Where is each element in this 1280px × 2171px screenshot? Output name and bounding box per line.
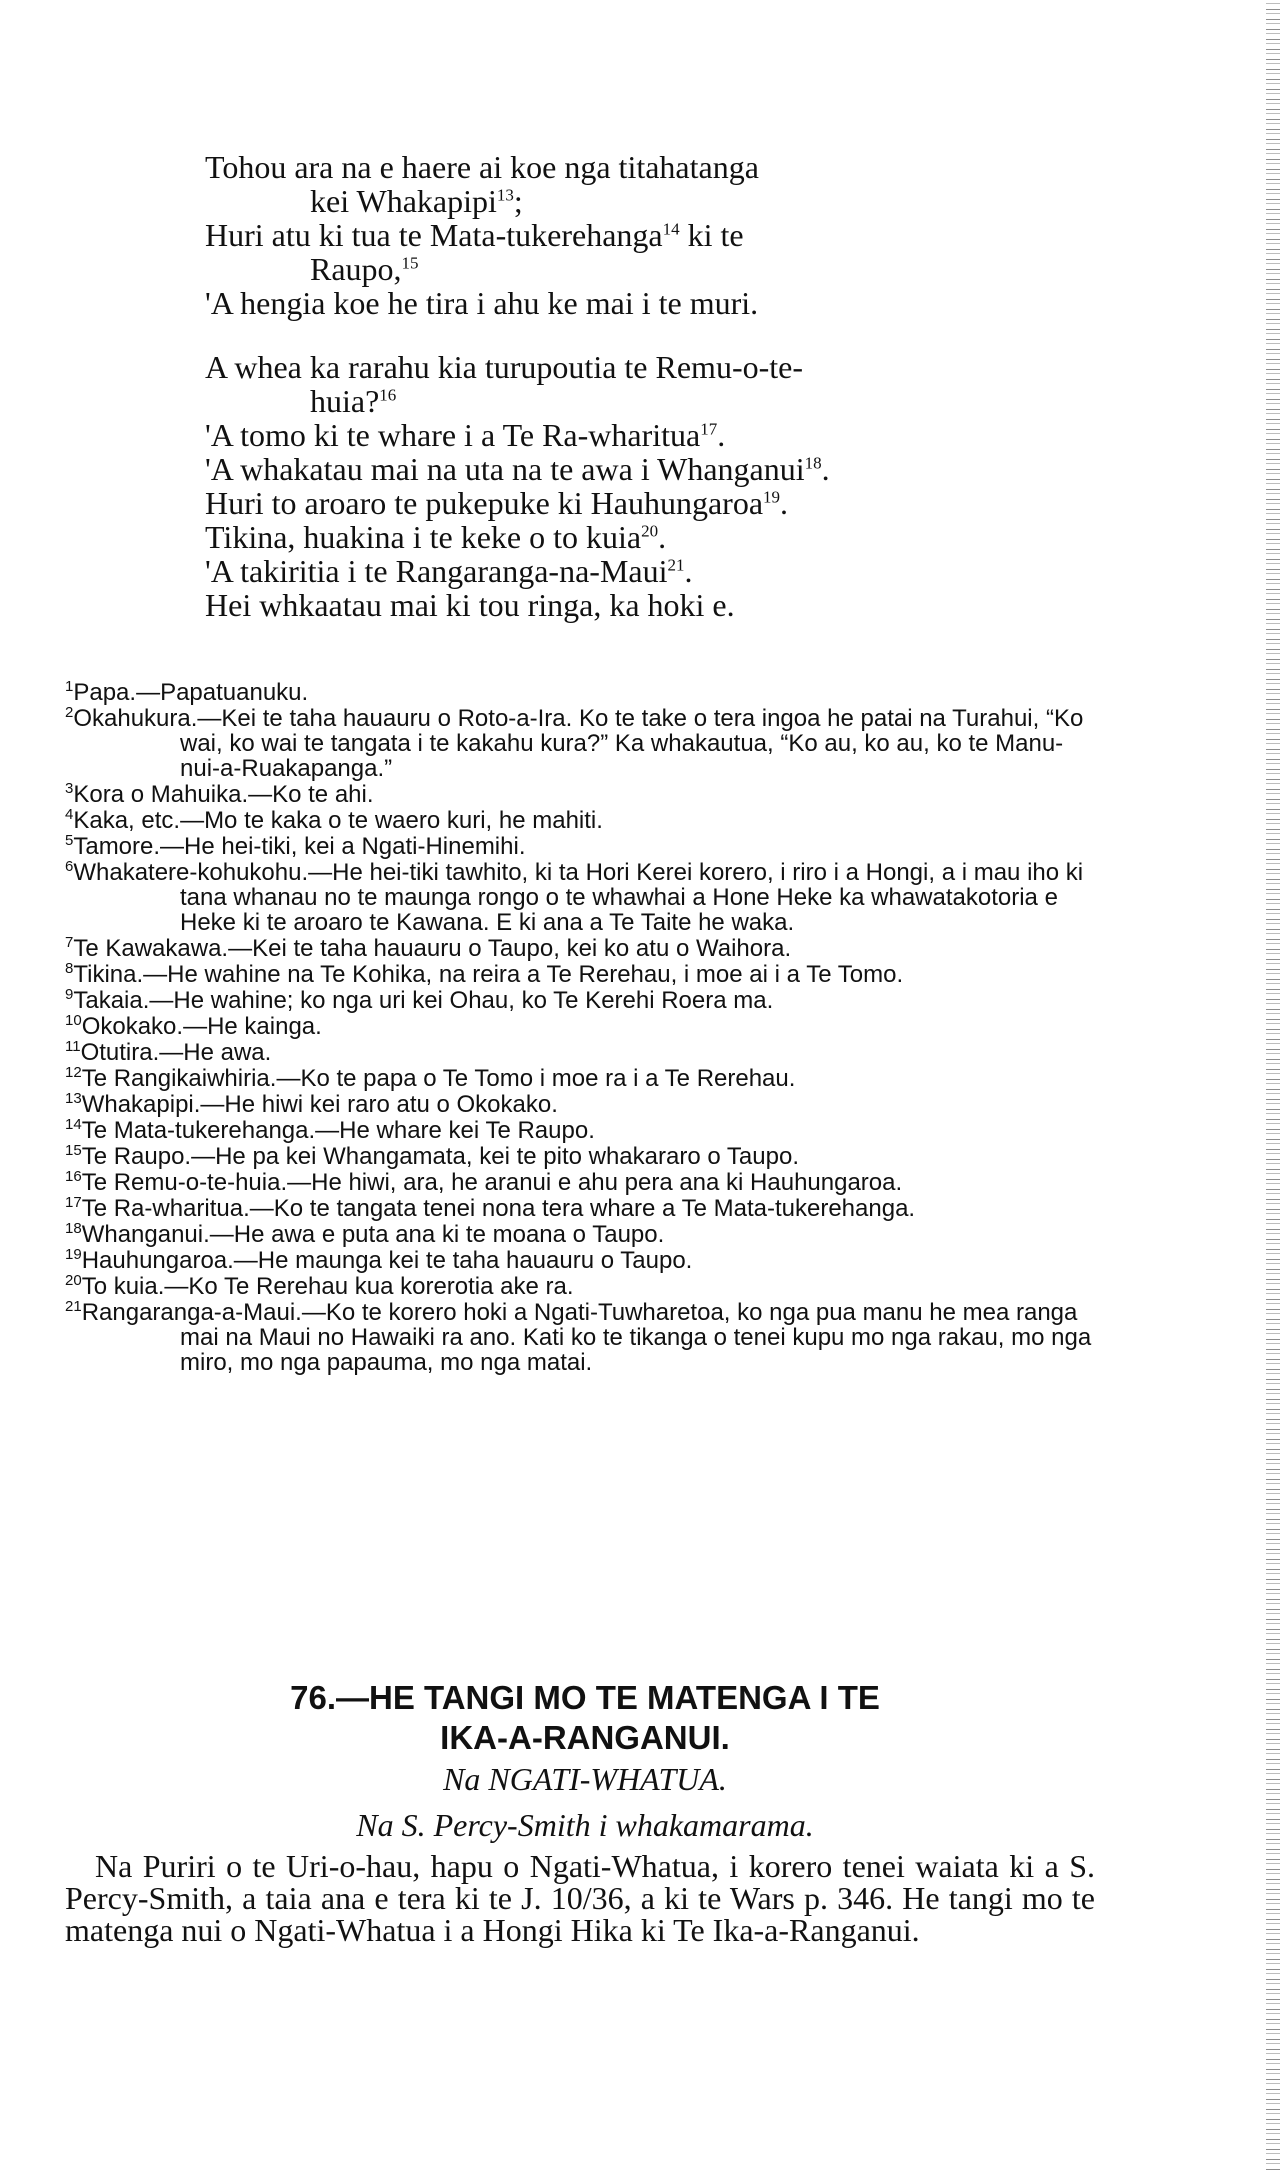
- poem-stanza-2: [205, 350, 1005, 622]
- footnote-ref: 15: [401, 253, 419, 273]
- footnote-ref: 16: [379, 385, 397, 405]
- poem-line: Huri to aroaro te pukepuke ki Hauhungaroa$^{19}$.: [205, 485, 789, 521]
- footnote: $^{18}$Whanganui.—He awa e puta ana ki te moana o Taupo.: [65, 1220, 665, 1248]
- footnote: $^5$Tamore.—He hei-tiki, kei a Ngati-Hinemihi.: [65, 832, 526, 860]
- footnote: $^{15}$Te Raupo.—He pa kei Whangamata, kei te pito whakararo o Taupo.: [65, 1142, 799, 1170]
- footnote: $^9$Takaia.—He wahine; ko nga uri kei Ohau, ko Te Kerehi Roera ma.: [65, 986, 774, 1014]
- poem-line: Tikina, huakina i te keke o to kuia$^{20}$.: [205, 519, 667, 555]
- footnote-ref: 19: [763, 487, 781, 507]
- footnote-ref: 18: [804, 453, 822, 473]
- footnote: $^{20}$To kuia.—Ko Te Rerehau kua korerotia ake ra.: [65, 1272, 574, 1300]
- poem-line: 'A hengia koe he tira i ahu ke mai i te muri.: [205, 285, 759, 321]
- footnote-ref: 17: [700, 419, 718, 439]
- poem-block: [205, 150, 1005, 652]
- page-edge-scan-artifact: [1266, 0, 1280, 2171]
- footnote: $^3$Kora o Mahuika.—Ko te ahi.: [65, 780, 374, 808]
- intro-paragraph: Na Puriri o te Uri-o-hau, hapu o Ngati-Whatua, i korero tenei waiata ki a S. Percy-Smith, a taia ana e tera ki te J. 10/36, a ki te Wars p. 346. He tangi mo te matenga nui o Ngati-Whatua i a Hongi Hika ki Te Ika-a-Ranganui.: [65, 1848, 1095, 1948]
- section-title: 76.—HE TANGI MO TE MATENGA I TE IKA-A-RANGANUI.: [290, 1679, 880, 1756]
- footnote: $^4$Kaka, etc.—Mo te kaka o te waero kuri, he mahiti.: [65, 806, 603, 834]
- footnote: $^{16}$Te Remu-o-te-huia.—He hiwi, ara, he aranui e ahu pera ana ki Hauhungaroa.: [65, 1168, 903, 1196]
- footnote-ref: 14: [662, 219, 680, 239]
- footnotes-list: [65, 680, 1095, 1376]
- tribe-attribution: Na NGATI-WHATUA.: [443, 1761, 727, 1797]
- footnote-ref: 13: [496, 185, 514, 205]
- footnote-ref: 20: [641, 521, 659, 541]
- poem-line: Tohou ara na e haere ai koe nga titahatanga kei Whakapipi$^{13}$;: [205, 149, 759, 219]
- footnote: $^8$Tikina.—He wahine na Te Kohika, na reira a Te Rerehau, i moe ai i a Te Tomo.: [65, 960, 904, 988]
- footnote-ref: 21: [667, 555, 685, 575]
- footnote: $^{12}$Te Rangikaiwhiria.—Ko te papa o Te Tomo i moe ra i a Te Rerehau.: [65, 1064, 796, 1092]
- footnote: $^7$Te Kawakawa.—Kei te taha hauauru o Taupo, kei ko atu o Waihora.: [65, 934, 792, 962]
- footnote: $^{21}$Rangaranga-a-Maui.—Ko te korero hoki a Ngati-Tuwharetoa, ko nga pua manu he mea ranga mai na Maui no Hawaiki ra ano. Kati ko te tikanga o tenei kupu mo nga rakau, mo nga miro, mo nga papauma, mo nga matai.: [65, 1298, 1092, 1376]
- footnote: $^{13}$Whakapipi.—He hiwi kei raro atu o Okokako.: [65, 1090, 558, 1118]
- poem-line: 'A takiritia i te Rangaranga-na-Maui$^{21}$.: [205, 553, 693, 589]
- explainer-attribution: Na S. Percy-Smith i whakamarama.: [356, 1807, 814, 1843]
- section-attribution: [190, 1756, 980, 1848]
- footnote: $^{14}$Te Mata-tukerehanga.—He whare kei Te Raupo.: [65, 1116, 595, 1144]
- poem-line: Huri atu ki tua te Mata-tukerehanga$^{14}$ ki te Raupo,$^{15}$: [205, 217, 744, 287]
- poem-line: Hei whkaatau mai ki tou ringa, ka hoki e.: [205, 587, 735, 623]
- poem-line: A whea ka rarahu kia turupoutia te Remu-o-te- huia?$^{16}$: [205, 349, 803, 419]
- footnote: $^1$Papa.—Papatuanuku.: [65, 678, 309, 706]
- poem-line: 'A tomo ki te whare i a Te Ra-wharitua$^{17}$.: [205, 417, 726, 453]
- footnote: $^{11}$Otutira.—He awa.: [65, 1038, 272, 1066]
- footnote: $^{19}$Hauhungaroa.—He maunga kei te taha hauauru o Taupo.: [65, 1246, 693, 1274]
- poem-stanza-1: [205, 150, 1005, 320]
- footnote: $^2$Okahukura.—Kei te taha hauauru o Roto-a-Ira. Ko te take o tera ingoa he patai na Turahui, “Ko wai, ko wai te tangata i te kakahu kura?” Ka whakautua, “Ko au, ko au, ko te Manu-nui-a-Ruakapanga.”: [65, 704, 1084, 782]
- footnote: $^{17}$Te Ra-wharitua.—Ko te tangata tenei nona tera whare a Te Mata-tukerehanga.: [65, 1194, 916, 1222]
- poem-line: 'A whakatau mai na uta na te awa i Whanganui$^{18}$.: [205, 451, 830, 487]
- footnote: $^{10}$Okokako.—He kainga.: [65, 1012, 322, 1040]
- footnote: $^6$Whakatere-kohukohu.—He hei-tiki tawhito, ki ta Hori Kerei korero, i riro i a Hongi, a i mau iho ki tana whanau no te maunga rongo o te whawhai a Hone Heke ka whawatakotoria e Heke ki te aroaro te Kawana. E ki ana a Te Taite he waka.: [65, 858, 1084, 936]
